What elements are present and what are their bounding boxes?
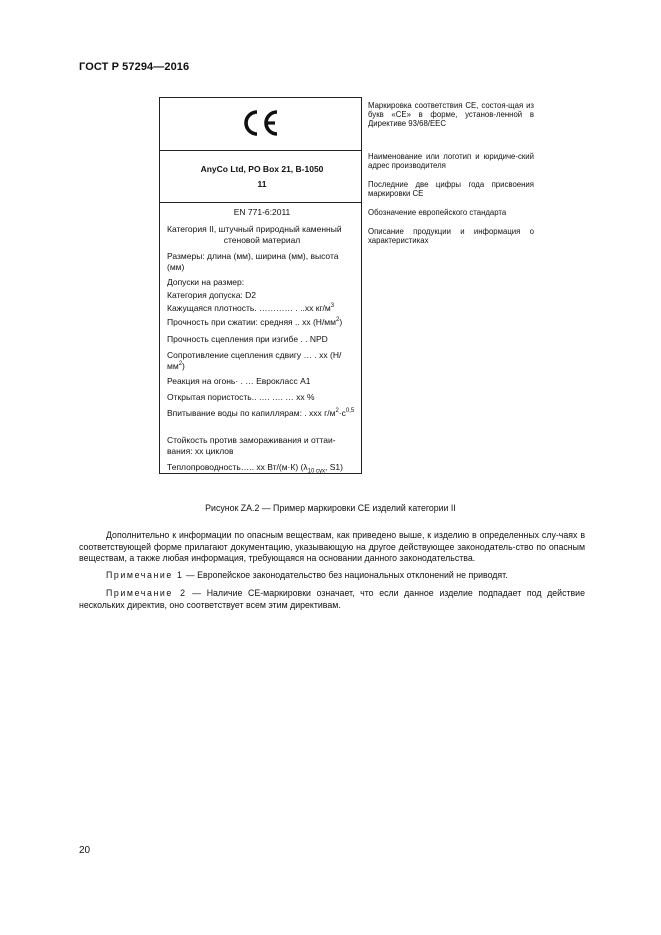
document-header: ГОСТ Р 57294—2016 — [79, 61, 190, 73]
open-porosity: Открытая пористость.. …. …. … xx % — [167, 392, 315, 402]
note-description: Описание продукции и информация о характеристиках — [368, 227, 534, 246]
density: Кажущаяся плотность. ………… . ..xx $кг/м^3$ — [167, 303, 335, 313]
manufacturer-line: AnyCo Ltd, PO Box 21, B-1050 — [200, 164, 324, 174]
ce-label-box — [159, 97, 362, 474]
page-number: 20 — [79, 845, 91, 856]
figure-caption: Рисунок ZA.2 — Пример маркировки CE изделий категории II — [205, 503, 456, 513]
standard-reference: EN 771-6:2011 — [233, 207, 291, 217]
tolerances-title: Допуски на размер: — [167, 277, 245, 287]
note-2: Примечание 2 — Наличие CE-маркировки означает, что если данное изделие подпадает под действие нескольких директив, оно соответствует всем этим директивам. — [79, 588, 585, 610]
dimensions: Размеры: длина (мм), ширина (мм), высота (мм) — [167, 251, 339, 272]
note-ce-mark: Маркировка соответствия CE, состоя-щая из букв «CE» в форме, установ-ленной в Директиве 93/68/EEC — [368, 101, 534, 129]
frost-resistance-line-1: Стойкость против замораживания и оттаи- — [167, 435, 336, 445]
divider — [160, 150, 361, 151]
category-line-2: стеновой материал — [223, 235, 301, 245]
water-absorption: Впитывание воды по капиллярам: . xxx $г/м^2\cdot с^{0,5}$ — [167, 408, 355, 418]
year-digits: 11 — [257, 179, 267, 189]
thermal-conductivity: Теплопроводность….. xx Вт/(м·К) ($\lambda_{10 сух}$, S1) — [167, 462, 343, 475]
body-paragraph: Дополнительно к информации по опасным веществам, как приведено выше, к изделию в определенных слу-чаях в соответствующей форме прилагают документацию, указывающую на другое действующее законодатель-ство по опасным веществам, а также любая информация, требующаяся на основании данного законодательства. — [79, 530, 585, 563]
note-1: Примечание 1 — Европейское законодательство без национальных отклонений не приводят. — [106, 570, 508, 580]
note-manufacturer: Наименование или логотип и юридиче-ский адрес производителя — [368, 152, 534, 171]
note-year: Последние две цифры года присвоения маркировки CE — [368, 180, 534, 199]
frost-resistance-line-2: вания: xx циклов — [167, 446, 234, 456]
ce-mark-logo — [244, 109, 280, 137]
compressive-strength: Прочность при сжатии: средняя .. xx $(Н/мм^2)$ — [167, 317, 343, 327]
shear-bond-strength: Сопротивление сцепления сдвигу … . xx $(Н/мм^2)$ — [167, 350, 342, 371]
category-line-1: Категория II, штучный природный каменный — [167, 224, 342, 234]
tolerance-category: Категория допуска: D2 — [167, 290, 257, 300]
note-standard: Обозначение европейского стандарта — [368, 208, 507, 217]
flexural-bond-strength: Прочность сцепления при изгибе . . NPD — [167, 334, 328, 344]
reaction-to-fire: Реакция на огонь· . … Еврокласс A1 — [167, 376, 311, 386]
divider — [160, 202, 361, 203]
